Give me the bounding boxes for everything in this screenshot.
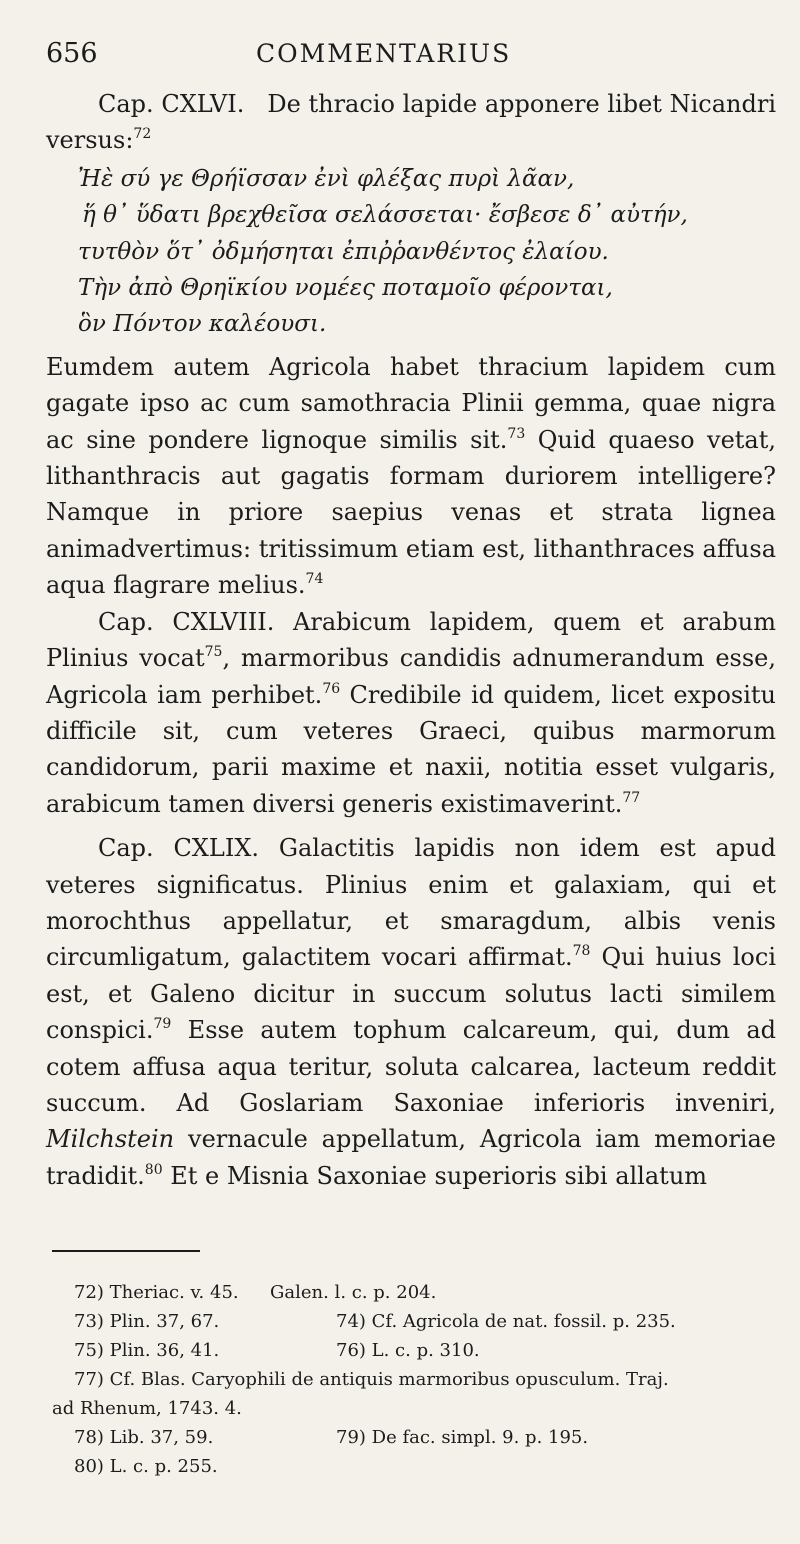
verse-line: ἥ θ᾽ ὕδατι βρεχθεῖσα σελάσσεται· ἔσβεσε δ᾽ αὐτήν, [82, 202, 688, 229]
greek-verse [46, 161, 776, 343]
paragraph-text: Esse autem tophum calcareum, qui, dum ad cotem affusa aqua teritur, soluta calcarea, lacteum reddit succum. Ad Goslariam Saxoniae inferioris inveniri, [46, 1016, 776, 1117]
paragraph-text: vernacule appellatum, Agricola iam memoriae tradidit. [46, 1125, 776, 1190]
paragraph-text: Arabicum lapidem, quem et arabum Plinius vocat [46, 607, 776, 673]
footnote-row [74, 1307, 776, 1336]
page-header [46, 38, 776, 82]
footnote-ref: 76 [322, 680, 341, 697]
chapter-label: Cap. CXLVIII. [98, 607, 275, 636]
footnote: Galen. l. c. p. 204. [270, 1282, 437, 1304]
paragraph-text: Quid quaeso vetat, lithanthracis aut gagatis formam duriorem intelligere? Namque in priore saepius venas et strata lignea animadvertimus: tritissimum etiam est, lithanthraces affusa aqua flagrare melius. [46, 425, 777, 600]
verse-line: τυτθὸν ὅτ᾽ ὀδμήσηται ἐπιῤῥανθέντος ἐλαίου. [78, 238, 609, 265]
footnote-ref: 79 [153, 1016, 172, 1033]
paragraph-cap-146 [46, 86, 776, 159]
footnote: 79) De fac. simpl. 9. p. 195. [336, 1427, 589, 1449]
paragraph-text: Galactitis lapidis non idem est apud veteres significatus. Plinius enim et galaxiam, qui et morochthus appellatur, et smaragdum, albis venis circumligatum, galactitem vocari affirmat. [46, 834, 776, 972]
footnote: 72) Theriac. v. 45. [74, 1282, 239, 1304]
paragraph-eumdem [46, 349, 776, 604]
paragraph-text: , marmoribus candidis adnumerandum esse, Agricola iam perhibet. [46, 644, 776, 709]
footnote-ref: 78 [572, 943, 591, 960]
footnote: 74) Cf. Agricola de nat. fossil. p. 235. [336, 1311, 676, 1333]
footnote-row [74, 1423, 776, 1452]
paragraph-text: Qui huius loci est, et Galeno dicitur in succum solutus lacti similem conspici. [46, 943, 776, 1045]
main-text [46, 86, 776, 1194]
paragraph-text: Et e Misnia Saxoniae superioris sibi allatum [162, 1161, 708, 1190]
footnote-row [74, 1336, 776, 1365]
paragraph-text: Credibile id quidem, licet expositu difficile sit, cum veteres Graeci, quibus marmorum candidorum, parii maxime et naxii, notitia esset vulgaris, arabicum tamen diversi generis existimaverint. [46, 680, 776, 818]
footnote-continuation: ad Rhenum, 1743. 4. [52, 1398, 242, 1420]
footnote-rule [52, 1250, 200, 1252]
footnotes [46, 1278, 776, 1481]
verse-line: Τὴν ἀπὸ Θρηϊκίου νομέες ποταμοῖο φέρονται, [78, 275, 613, 302]
chapter-label: Cap. CXLVI. [98, 90, 245, 118]
paragraph-cap-148 [46, 604, 776, 822]
verse-line: Ἠὲ σύ γε Θρήϊσσαν ἐνὶ φλέξας πυρὶ λᾶαν, [78, 165, 575, 192]
footnote-ref: 74 [305, 571, 324, 588]
paragraph-text: De thracio lapide apponere libet Nicandri versus: [46, 90, 776, 155]
paragraph-cap-149 [46, 830, 776, 1194]
footnote: 80) L. c. p. 255. [74, 1456, 218, 1478]
footnote-ref: 72 [133, 126, 152, 143]
verse-line: ὃν Πόντον καλέουσι. [78, 311, 327, 338]
footnote-ref: 75 [204, 644, 223, 661]
footnote-ref: 77 [622, 789, 641, 806]
footnote-row [74, 1278, 776, 1307]
footnote: 78) Lib. 37, 59. [74, 1427, 214, 1449]
paragraph-text: Eumdem autem Agricola habet thracium lapidem cum gagate ipso ac cum samothracia Plinii gemma, quae nigra ac sine pondere lignoque similis sit. [46, 352, 776, 454]
footnote: 77) Cf. Blas. Caryophili de antiquis marmoribus opusculum. Traj. [74, 1369, 669, 1391]
running-head: COMMENTARIUS [256, 39, 512, 68]
page-number: 656 [46, 38, 98, 69]
italic-term: Milchstein [46, 1125, 175, 1154]
footnote-row [74, 1452, 776, 1481]
footnote-row [52, 1365, 776, 1423]
footnote: 73) Plin. 37, 67. [74, 1311, 220, 1333]
footnote-ref: 80 [144, 1161, 163, 1178]
footnote: 76) L. c. p. 310. [336, 1340, 480, 1362]
chapter-label: Cap. CXLIX. [98, 834, 260, 863]
footnote: 75) Plin. 36, 41. [74, 1340, 220, 1362]
footnote-ref: 73 [507, 425, 526, 442]
